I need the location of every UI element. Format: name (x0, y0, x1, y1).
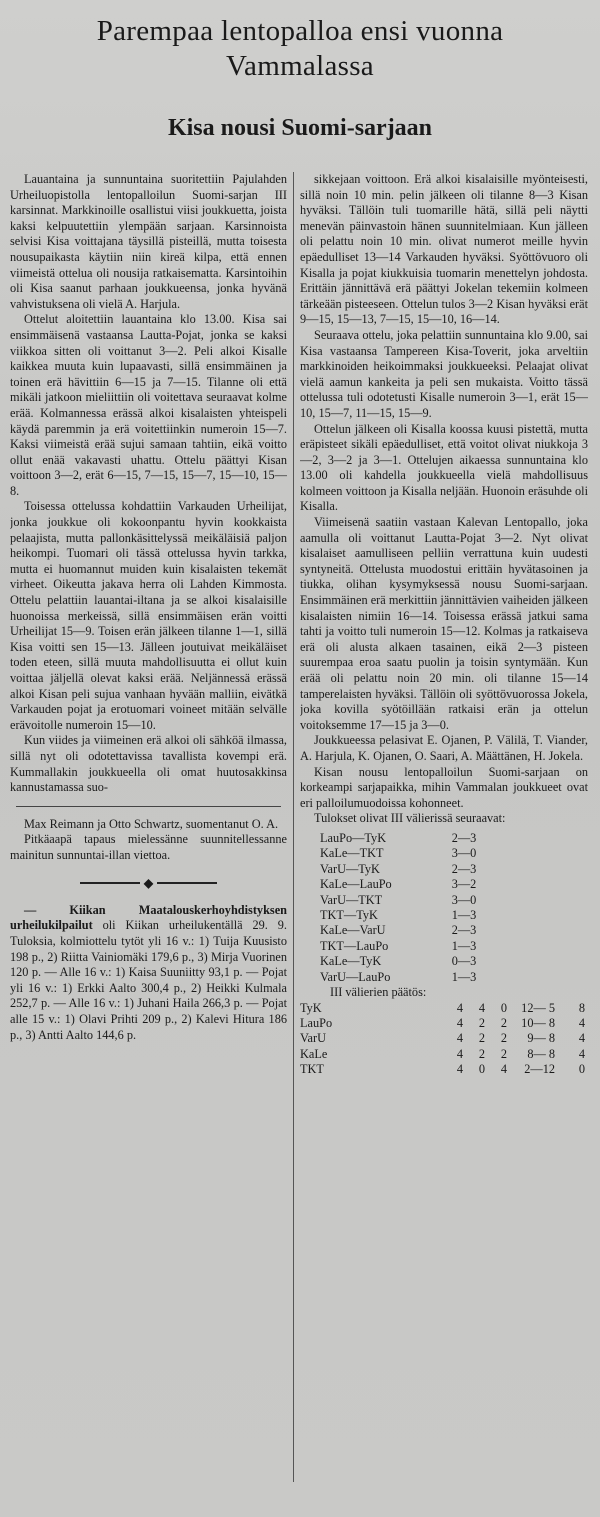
result-row (320, 970, 476, 985)
ornament-divider: ◆ (10, 876, 287, 889)
standings-table (300, 1001, 585, 1078)
result-match: VarU—LauPo (320, 969, 391, 984)
result-row (320, 923, 476, 938)
result-row (320, 831, 476, 846)
right-paragraph-3: Ottelun jälkeen oli Kisalla koossa kuusi pistettä, mutta eräpisteet sikäli epäedulliset, että voitot olivat niukkoja 3—2, 3—2 ja 3—1. Ottelujen aikaessa sunnuntaina klo 13.00 oli kahdella joukkueella vielä mahdollisuus kolmeen voittoon ja Kisalla neljään. Huonoin eräsuhde oli Kisalla. (300, 421, 588, 514)
standings-won: 2 (478, 1016, 486, 1030)
headline-line-1: Parempaa lentopalloa ensi vuonna (96, 15, 504, 47)
standings-points: 4 (578, 1046, 585, 1061)
result-score: 3—0 (451, 846, 477, 861)
standings-title: III välierien päätös: (330, 985, 427, 999)
right-paragraph-4: Viimeisenä saatiin vastaan Kalevan Lentopallo, joka aamulla oli voittanut Lautta-Pojat 3—2. Nyt olivat kisalaiset aamulliseen pelliin verrattuna kuin uudesti syntyneitä. Ottelusta muodostui erittäin hyvätasoinen ja tiukka, olihan kysymyksessä nousu Suomi-sarjaan. Ensimmäinen erä merkittiin jännittävien vaiheiden jälkeen kisalaisten nimiin 16—14. Toisessa erässä jatkui sama tahti ja voitto tuli numeroin 15—12. Kolmas ja ratkaiseva erä oli alusta alkaen tasainen, eikä 2—3 pisteen suurempaa eroa saatu puolin ja toisin syntymään. Kun erää oli pelattu noin 20 min. oli tilanne 15—14 tamperelaisten hyväksi. Tällöin oli syöttövuorossa Jokela, joka kovilla syötöillään ratkaisi erän ja ottelun voitoksemme 17—15 ja 3—0. (300, 515, 588, 732)
headline (0, 0, 600, 84)
left-paragraph-4: Kun viides ja viimeinen erä alkoi oli sähköä ilmassa, sillä nyt oli odotettavissa tavallista kovempi erä. Kummallakin joukkueella oli omat huutosakkinsa kannustamassa suo- (10, 733, 287, 795)
second-article (10, 903, 287, 1043)
snippet-text: Pitkäaapä tapaus mielessänne suunnitellessanne mainitun sunnuntai-illan viettoa. (10, 832, 287, 862)
standings-lost: 0 (500, 1000, 508, 1015)
right-column (300, 172, 588, 1502)
section-divider (16, 806, 281, 807)
standings-points: 4 (578, 1031, 585, 1046)
left-paragraph-3: Toisessa ottelussa kohdattiin Varkauden Urheilijat, jonka joukkue oli kokoonpantu hyvin kookkaista pelaajista, mutta pallonkäsittelyssä meikäläisiä paljon heikompi. Tuomari oli tässä ottelussa hyvin tarkka, mutta ei huomannut muiden kuin kisalaisten tekemät virheet. Oikeutta jakava herra oli Lahden Kimmosta. Ottelu pelattiin lauantai-iltana ja se alkoi kisalaisille huonoissa merkeissä, sillä ensimmäisen erän voitti Urheilijat 15—9. Toisen erän jälkeen tilanne 1—1, sillä Kisa voitti sen 15—13. Jälleen joutuivat meikäläiset toden eteen, sillä muuta mahdollisuutta ei ollut kuin voittaa jäljellä olevat kaksi erää. Neljännessä erässä alkoi Kisan peli sujua vanhaan hyvään malliin, eivätkä Varkauden pojat ja erotuomari voineet mitään selvälle erävoitolle numeroin 15—10. (10, 499, 287, 732)
left-column (10, 172, 287, 1502)
standings-team: KaLe (300, 1046, 328, 1061)
standings-won: 2 (478, 1031, 486, 1046)
right-paragraph-2: Seuraava ottelu, joka pelattiin sunnuntaina klo 9.00, sai Kisa vastaansa Tampereen Kisa-Toverit, joka arveltiin markkinoiden heikoimmaksi joukkueeksi. Pelaajat olivat vielä aamun kankeita ja peli sen mukaista. Voitto tässä ottelussa tuli odotetusti Kisalle numeroin 3—1, erät 15—10, 15—7, 11—15, 15—9. (300, 327, 588, 420)
standings-team: LauPo (300, 1016, 333, 1030)
right-paragraph-5: Joukkueessa pelasivat E. Ojanen, P. Välilä, T. Viander, A. Harjula, K. Ojanen, O. Saari, A. Määttänen, H. Jokela. (300, 733, 588, 763)
result-match: VarU—TKT (320, 892, 383, 907)
result-match: VarU—TyK (320, 861, 380, 876)
result-match: TKT—LauPo (320, 938, 389, 953)
standings-won: 0 (478, 1062, 486, 1077)
standings-sets: 8— 8 (527, 1046, 555, 1061)
standings-points: 4 (578, 1016, 585, 1030)
results-table (320, 831, 476, 985)
right-paragraph-7: Tulokset olivat III välierissä seuraavat: (314, 811, 506, 826)
standings-team: VarU (300, 1031, 326, 1046)
standings-row (300, 1062, 585, 1077)
standings-sets: 2—12 (524, 1062, 555, 1077)
result-match: LauPo—TyK (320, 830, 387, 845)
column-divider (293, 172, 294, 1482)
result-score: 2—3 (451, 830, 477, 845)
standings-lost: 4 (500, 1062, 508, 1077)
result-score: 1—3 (451, 907, 477, 922)
standings-row (300, 1016, 585, 1031)
result-row (320, 954, 476, 969)
standings-points: 0 (578, 1062, 585, 1077)
result-score: 2—3 (451, 923, 477, 938)
standings-played: 4 (456, 1062, 464, 1077)
result-row (320, 908, 476, 923)
standings-team: TKT (300, 1062, 324, 1077)
second-article-lead: — Kiikan Maatalouskerhoyhdistyksen urheilukilpailut (10, 902, 287, 933)
standings-sets: 10— 8 (521, 1016, 555, 1030)
standings-played: 4 (456, 1016, 464, 1030)
standings-lost: 2 (500, 1046, 508, 1061)
standings-points: 8 (578, 1000, 585, 1015)
left-paragraph-2: Ottelut aloitettiin lauantaina klo 13.00. Kisa sai ensimmäisenä vastaansa Lautta-Pojat, jonka se kaksi viikkoa sitten oli voittanut 3—2. Peli alkoi Kisalle kaikkea muuta kuin lupaavasti, sillä ensimmäinen ja toinen erä hävittiin 6—15 ja 7—15. Tilanne oli että mikäli jatkoon mieliittiin oli voitettava seuraavat kolme erää. Kolmannessa erässä alkoi kisalaisten yhteispeli käydä paremmin ja erä voitettiinkin numeroin 15—7. Kaksi viimeistä erää sujui samaan tahtiin, eikä voitto ollut enää vakavasti uhattu. Ottelu päättyi Kisan voittoon 3—2, erät 6—15, 7—15, 15—7, 15—10, 15—8. (10, 312, 287, 498)
result-row (320, 877, 476, 892)
second-article-body: oli Kiikan urheilukentällä 29. 9. Tuloksia, kolmiottelu tytöt yli 16 v.: 1) Tuija Kuusisto 198 p., 2) Riitta Vainiomäki 179,6 p., 3) Mirja Vuorinen 120 p. — Alle 16 v.: 1) Kaisa Suuniitty 93,1 p. — Pojat yli 16 v.: 1) Erkki Aalto 300,4 p., 2) Heikki Kulmala 252,7 p. — Alle 16 v.: 1) Juhani Haila 266,3 p. — Pojat alle 15 v.: 1) Olavi Prihti 209 p., 2) Kalevi Hitura 186 p., 3) Antti Aalto 144,6 p. (10, 918, 287, 1042)
subheadline: Kisa nousi Suomi-sarjaan (167, 115, 433, 141)
standings-won: 4 (478, 1000, 486, 1015)
standings-sets: 12— 5 (521, 1000, 555, 1015)
result-row (320, 862, 476, 877)
result-match: KaLe—VarU (320, 923, 386, 938)
article-columns (10, 172, 590, 1502)
result-row (320, 846, 476, 861)
result-score: 2—3 (451, 861, 477, 876)
right-paragraph-1: sikkejaan voittoon. Erä alkoi kisalaisille myönteisesti, sillä noin 10 min. pelin jälkeen oli tilanne 8—3 Kisan hyväksi. Tällöin tuli tuomarille hätä, sillä peli näytti menevän päinvastoin hänen suunnitelmiaan. Kun jälleen oli pelattu noin 10 min. olivat numerot meille hyvin epäedulliset 13—14 Varkauden hyväksi. Syöttövuoro oli Kisalla ja pojat kiukkuisia tuomarin menettelyn johdosta. Erittäin jännittävä erä päättyi Jokelan tekemiin kolmeen tärkeään pisteeseen. Ottelun tulos 3—2 Kisan hyväksi erät 9—15, 15—13, 7—15, 15—10, 16—14. (300, 172, 588, 327)
standings-row (300, 1001, 585, 1016)
standings-played: 4 (456, 1031, 464, 1046)
left-paragraph-1: Lauantaina ja sunnuntaina suoritettiin Pajulahden Urheiluopistolla lentopalloilun Suomi-sarjan III karsinnat. Markkinoille osallistui viisi joukkuetta, joista kaksi kelpuutettiin ylempään sarjaan. Karsinnoista selvisi Kisa voittajana täysillä pisteillä, mutta toisesta nousupaikasta käytiin niin kireä kilpa, että ennen viimeistä ottelua oli nousija ratkaisematta. Karsintoihin oli Kisa saanut parhaan joukkueensa, jonka hyvänä vahvistuksena oli vielä A. Harjula. (10, 172, 287, 311)
standings-row (300, 1031, 585, 1046)
result-match: TKT—TyK (320, 907, 378, 922)
standings-won: 2 (478, 1046, 486, 1061)
result-score: 3—2 (451, 877, 477, 892)
result-score: 0—3 (451, 954, 477, 969)
result-row (320, 939, 476, 954)
result-score: 1—3 (451, 969, 477, 984)
snippet-byline: Max Reimann ja Otto Schwartz, suomentanut O. A. (24, 816, 279, 831)
standings-lost: 2 (500, 1031, 508, 1046)
standings-team: TyK (300, 1000, 322, 1015)
result-match: KaLe—TyK (320, 954, 382, 969)
headline-line-2: Vammalassa (226, 50, 374, 82)
result-match: KaLe—TKT (320, 846, 384, 861)
standings-played: 4 (456, 1046, 464, 1061)
result-row (320, 893, 476, 908)
standings-played: 4 (456, 1000, 464, 1015)
standings-lost: 2 (500, 1016, 508, 1030)
result-match: KaLe—LauPo (320, 877, 392, 892)
result-score: 1—3 (451, 938, 477, 953)
result-score: 3—0 (451, 892, 477, 907)
standings-row (300, 1047, 585, 1062)
standings-sets: 9— 8 (527, 1031, 555, 1046)
right-paragraph-6: Kisan nousu lentopalloilun Suomi-sarjaan on korkeampi sarjapaikka, mihin Vammalan joukkueet ovat eri palloilumuodoissa kohonneet. (300, 764, 588, 810)
